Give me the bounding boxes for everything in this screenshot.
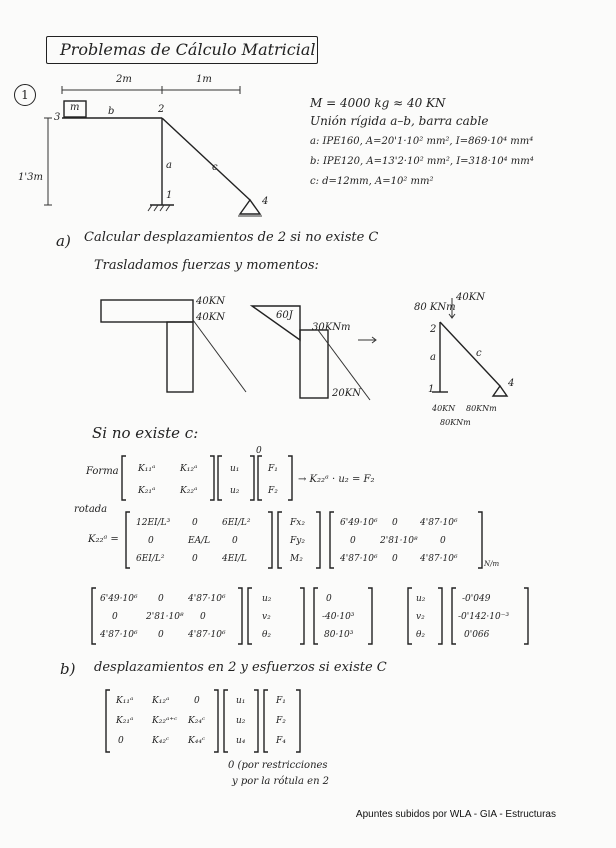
matrix-cell: K₄₂ᶜ [152, 736, 170, 746]
matrix-cell: 0 [232, 536, 238, 546]
vector-cell: 0 [326, 594, 332, 604]
vector-cell: u₂ [416, 594, 426, 604]
matrix-cell: 4'87·10⁶ [188, 630, 226, 640]
matrix-cell: K₁₁ᵃ [116, 696, 134, 706]
fig3-node: 2 [430, 324, 437, 335]
dim-2m: 2m [116, 74, 132, 85]
data-line: Unión rígida a–b, barra cable [310, 114, 489, 128]
vector-cell: v₂ [262, 612, 271, 622]
vector-cell: M₂ [290, 554, 303, 564]
matrix-cell: K₂₂ᵃ⁺ᶜ [152, 716, 178, 726]
bar-a-label: a [166, 160, 172, 171]
fig3-reaction: 40KN [432, 404, 456, 413]
matrix-cell: 6'49·10⁶ [100, 594, 138, 604]
vector-cell: u₂ [236, 716, 246, 726]
moment-label: 30KNm [312, 322, 351, 333]
matrix-cell: 0 [200, 612, 206, 622]
result-cell: -0'142·10⁻³ [458, 612, 510, 622]
result-cell: 0'066 [464, 630, 490, 640]
pin-support [240, 200, 260, 214]
load-label: 20KN [332, 388, 361, 399]
fbd-column-2 [300, 330, 328, 398]
vector-cell: F₁ [268, 464, 278, 474]
mass-label: m [70, 102, 80, 113]
vector-cell: u₂ [262, 594, 272, 604]
matrix-cell: 0 [192, 518, 198, 528]
matrix-cell: 0 [350, 536, 356, 546]
matrix-cell: 2'81·10⁸ [380, 536, 418, 546]
node-1: 1 [166, 190, 173, 201]
data-line: c: d=12mm, A=10² mm² [310, 176, 434, 187]
matrix-cell: 6'49·10⁶ [340, 518, 378, 528]
data-line: M = 4000 kg ≈ 40 KN [310, 96, 446, 110]
vector-cell: v₂ [416, 612, 425, 622]
section-a-label: a) [56, 232, 71, 250]
zero-mark: 0 [256, 446, 262, 456]
node-2: 2 [158, 104, 165, 115]
section-b-heading: desplazamientos en 2 y esfuerzos si existe C [94, 660, 387, 675]
equation-result: → K₂₂ᵃ · u₂ = F₂ [298, 474, 375, 485]
matrix-cell: K₄₄ᶜ [188, 736, 206, 746]
matrix-cell: K₁₁ᵃ [138, 464, 156, 474]
cable-c [162, 118, 250, 200]
section-a-subheading: Trasladamos fuerzas y momentos: [94, 258, 319, 273]
vector-cell: F₁ [276, 696, 286, 706]
matrix-cell: K₁₂ᵃ [180, 464, 198, 474]
vector-cell: u₁ [230, 464, 240, 474]
matrix-cell: 6EI/L² [136, 554, 165, 564]
matrix-cell: K₂₂ᵃ [180, 486, 198, 496]
fig3-moment: 80 KNm [414, 302, 456, 313]
vector-cell: F₂ [276, 716, 286, 726]
matrix-cell: K₁₂ᵃ [152, 696, 170, 706]
moment-label: 60J [276, 310, 293, 321]
matrix-cell: 4'87·10⁶ [420, 554, 458, 564]
vector-cell: 80·10³ [324, 630, 354, 640]
vector-cell: F₄ [276, 736, 286, 746]
matrix-cell: 2'81·10⁸ [146, 612, 184, 622]
matrix-cell: K₂₁ᵃ [116, 716, 134, 726]
matrix-cell: 0 [440, 536, 446, 546]
si-no-existe: Si no existe c: [92, 424, 199, 442]
section-a-heading: Calcular desplazamientos de 2 si no existe C [84, 230, 379, 245]
dim-1m: 1m [196, 74, 212, 85]
matrix-cell: 0 [112, 612, 118, 622]
unit-label: N/m [484, 560, 500, 568]
matrix-cell: 0 [148, 536, 154, 546]
vector-cell: u₄ [236, 736, 246, 746]
matrix-cell: 0 [158, 594, 164, 604]
matrix-cell: 0 [392, 518, 398, 528]
bar-b-label: b [108, 106, 115, 117]
dim-height: 1'3m [18, 172, 43, 183]
matrix-cell: 4'87·10⁶ [100, 630, 138, 640]
matrix-cell: 0 [194, 696, 200, 706]
vector-cell: u₁ [236, 696, 246, 706]
fig3-bar: c [476, 348, 482, 359]
matrix-cell: 12EI/L³ [136, 518, 171, 528]
fig3-reaction: 80KNm [440, 418, 471, 427]
fig3-node: 4 [508, 378, 515, 389]
vector-cell: Fx₂ [290, 518, 305, 528]
vector-cell: -40·10³ [322, 612, 355, 622]
fbd-beam-box [101, 300, 193, 322]
matrix-cell: 4'87·10⁶ [420, 518, 458, 528]
note-line: 0 (por restricciones [228, 760, 328, 771]
matrix-cell: 0 [158, 630, 164, 640]
vector-cell: F₂ [268, 486, 278, 496]
load-label: 40KN [196, 296, 225, 307]
data-line: a: IPE160, A=20'1·10² mm², I=869·10⁴ mm⁴ [310, 136, 534, 147]
matrix-cell: 6EI/L² [222, 518, 251, 528]
matrix-cell: EA/L [188, 536, 211, 546]
data-line: b: IPE120, A=13'2·10² mm², I=318·10⁴ mm⁴ [310, 156, 534, 167]
matrix-cell: 4'87·10⁶ [188, 594, 226, 604]
fig3-node: 1 [428, 384, 435, 395]
matrix-cell: 0 [118, 736, 124, 746]
fig3-reaction: 80KNm [466, 404, 497, 413]
matrix-cell: K₂₄ᶜ [188, 716, 206, 726]
fbd-column-box [167, 322, 193, 392]
node-4: 4 [262, 196, 269, 207]
result-cell: -0'049 [462, 594, 491, 604]
fig3-cable [440, 322, 500, 386]
forma-label: Forma [86, 466, 119, 477]
matrix-cell: 0 [392, 554, 398, 564]
vector-cell: θ₂ [262, 630, 272, 640]
matrix-cell: 0 [192, 554, 198, 564]
note-line: y por la rótula en 2 [232, 776, 330, 787]
vector-cell: θ₂ [416, 630, 426, 640]
rotada-label: rotada [74, 504, 108, 515]
section-b-label: b) [60, 660, 76, 678]
matrix-cell: 4'87·10⁶ [340, 554, 378, 564]
matrix-lhs: K₂₂ᵃ = [88, 534, 119, 545]
vector-cell: u₂ [230, 486, 240, 496]
node-3: 3 [54, 112, 61, 123]
load-label: 40KN [196, 312, 225, 323]
matrix-cell: K₂₁ᵃ [138, 486, 156, 496]
problem-number: 1 [14, 84, 36, 106]
matrix-cell: 4EI/L [222, 554, 247, 564]
vector-cell: Fy₂ [290, 536, 305, 546]
page-title: Problemas de Cálculo Matricial [60, 40, 316, 59]
footer-credit: Apuntes subidos por WLA - GIA - Estructuras [355, 809, 556, 820]
bar-c-label: c [212, 162, 218, 173]
fig3-load: 40KN [456, 292, 485, 303]
fig3-bar: a [430, 352, 436, 363]
